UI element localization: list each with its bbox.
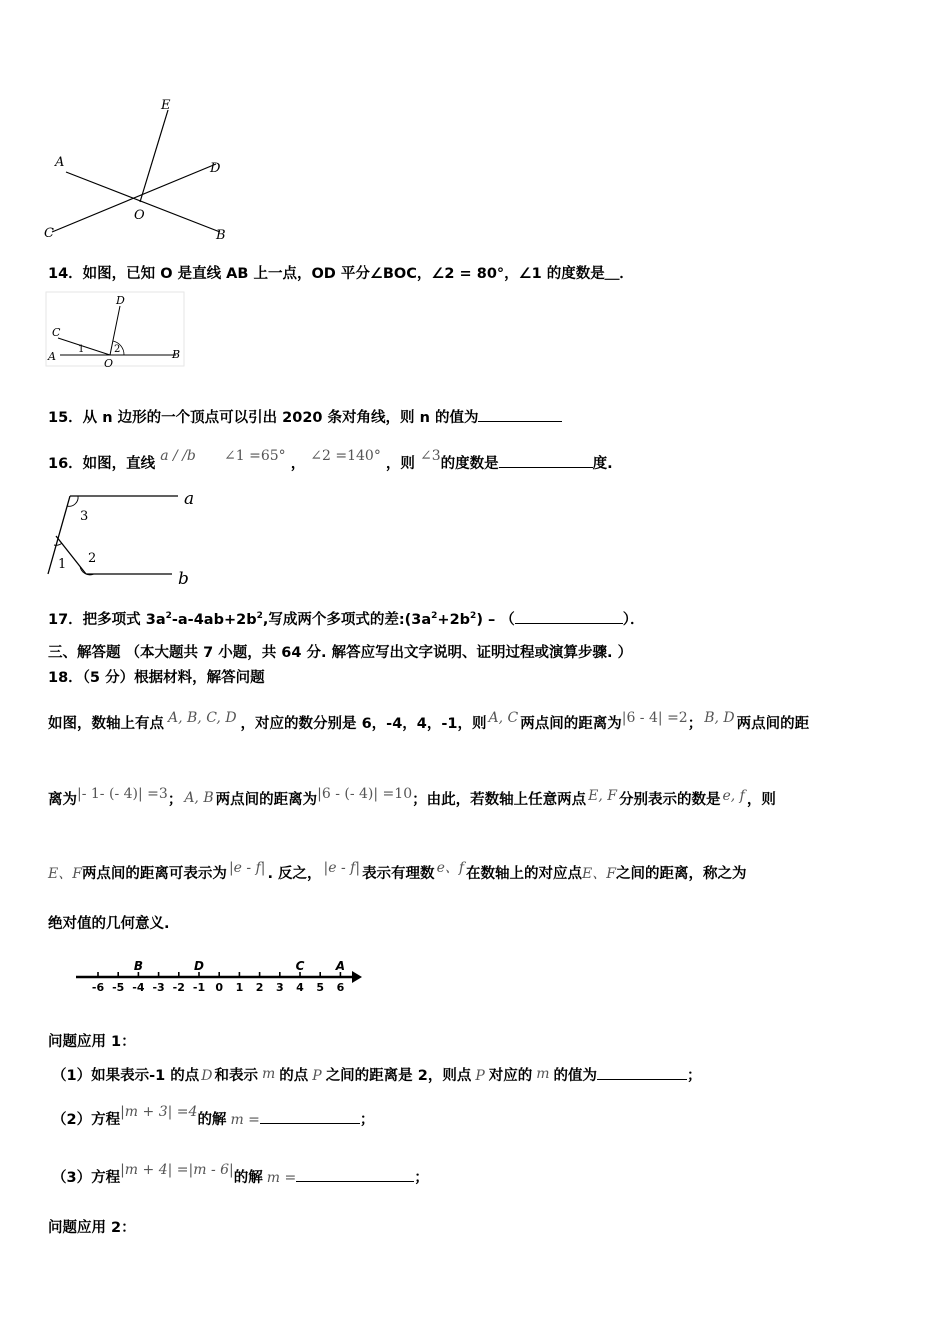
s1-m1: m [261,1066,276,1082]
q18-para-line-4 [48,912,170,933]
label-angle-2: 2 [114,344,121,355]
label-angle-1: 1 [58,557,67,572]
label-c: C [44,226,54,241]
number-line-tick-label: 2 [255,981,264,994]
label-b: B [216,228,226,243]
q17-part-b: -a-4ab+2b [171,612,257,628]
label-o: O [134,208,145,223]
s2-b: 的解 [197,1112,227,1128]
p1-points: A, B, C, D [168,710,237,726]
q16-answer-blank[interactable] [499,453,593,468]
p3-formula-2: |e - f| [323,860,361,876]
p3-d: 表示有理数 [362,866,435,882]
number-line-tick-label: -3 [152,981,165,994]
p3-c: . 反之， [267,866,322,882]
section-3-text: 三、解答题 （本大题共 7 小题，共 64 分. 解答应写出文字说明、证明过程或演算步骤. ） [48,645,633,661]
question-14 [48,262,634,283]
label-angle-3: 3 [80,509,89,524]
q18-para-line-2 [48,788,776,809]
p3-e: 在数轴上的对应点 [466,866,583,882]
q17-sup-3: 2 [431,611,438,622]
p2-formula-1: |- 1- (- 4)| =3 [77,786,168,802]
number-line-tick-label: 3 [275,981,284,994]
number-line-tick-label: -4 [132,981,145,994]
number-line-tick-label: 6 [336,981,345,994]
number-line-tick-label: 5 [316,981,325,994]
number-line-tick-label: 1 [235,981,244,994]
p4-text: 绝对值的几何意义. [48,916,170,932]
app1-item-3 [52,1162,429,1187]
p1-d: ； [687,716,703,732]
number-line-tick-label: -2 [172,981,185,994]
label-d: D [210,161,221,176]
app1-item-2 [52,1104,375,1129]
question-17 [48,608,645,629]
label-c: C [52,326,61,339]
p1-b: ，对应的数分别是 6，-4，4，-1，则 [240,716,487,732]
label-d: D [116,294,125,307]
s1-d-text: 之间的距离是 2，则点 [325,1068,472,1084]
label-a: A [48,350,56,363]
q16-unit: 度. [592,456,613,472]
s1-answer-blank[interactable] [597,1065,687,1080]
p1-ac: A, C [488,710,519,726]
s3-b: 的解 [233,1170,263,1186]
label-o: O [104,357,114,370]
label-angle-1: 1 [78,344,85,355]
app1-title [48,1030,136,1051]
line-ab [66,172,220,232]
s1-d: D [201,1068,213,1084]
q17-part-a: 17．把多项式 3a [48,612,166,628]
s1-e: 对应的 [488,1068,533,1084]
p1-formula: |6 - 4| =2 [621,710,688,726]
s3-equation: |m + 4| =|m - 6| [120,1162,234,1178]
p1-bd: B, D [704,710,735,726]
q16-then: ，则 [385,456,415,472]
angle-arc-1 [54,543,62,545]
s2-a: （2）方程 [52,1112,121,1128]
s1-a: （1）如果表示-1 的点 [52,1068,200,1084]
q16-parallel: a / /b [160,448,196,464]
q17-sup-1: 2 [165,611,172,622]
p3-b: 两点间的距离可表示为 [81,866,227,882]
s1-p2: P [475,1068,485,1084]
q17-part-d: +2b [437,612,471,628]
label-a: a [184,489,195,509]
number-line-point-d: D [194,959,204,973]
question-15 [48,406,562,427]
s1-b: 和表示 [214,1068,258,1084]
number-line-point-c: C [295,959,305,973]
q17-sup-2: 2 [256,611,263,622]
p1-a: 如图，数轴上有点 [48,716,164,732]
q15-text: 15．从 n 边形的一个顶点可以引出 2020 条对角线，则 n 的值为 [48,410,479,426]
p3-f: 之间的距离，称之为 [615,866,747,882]
q16-angle2: ∠2 =140° [310,448,381,464]
app1-title-text: 问题应用 1： [48,1034,136,1050]
question-18-title [48,666,265,687]
q17-part-e: ) – （ [476,612,515,628]
number-line-tick-label: 0 [215,981,224,994]
s1-p1: P [312,1068,322,1084]
p2-ef-lower: e, f [722,788,745,804]
s2-c: ； [359,1112,375,1128]
q14-text: 14．如图，已知 O 是直线 AB 上一点，OD 平分∠BOC，∠2 = 80°，∠1 的度数是＿． [48,266,634,282]
p2-d: ；由此，若数轴上任意两点 [412,792,587,808]
s2-equation: |m + 3| =4 [120,1104,198,1120]
p2-formula-2: |6 - (- 4)| =10 [317,786,413,802]
number-line-tick-label: 4 [296,981,304,994]
q18-para-line-3 [48,862,746,883]
number-line-tick-label: -6 [91,981,105,994]
app2-title [48,1216,136,1237]
q18-title-text: 18．（5 分）根据材料，解答问题 [48,670,265,686]
p2-c: 两点间的距离为 [215,792,318,808]
question-16 [48,448,613,473]
p2-e: 分别表示的数是 [618,792,721,808]
q17-sup-4: 2 [470,611,477,622]
number-line-point-a: A [335,959,346,973]
section-3-heading [48,641,632,662]
s3-a: （3）方程 [52,1170,121,1186]
s2-m: m = [230,1112,260,1128]
q17-answer-blank[interactable] [515,609,623,624]
s1-g: ； [687,1068,702,1084]
p1-e: 两点间的距 [736,716,810,732]
figure-q16 [40,482,210,592]
p2-b: ； [167,792,183,808]
q16-suffix: 的度数是 [440,456,499,472]
label-a: A [55,155,65,170]
label-angle-2: 2 [88,551,97,566]
app2-title-text: 问题应用 2： [48,1220,136,1236]
q15-answer-blank[interactable] [478,407,562,422]
p2-f: ，则 [746,792,776,808]
q16-comma: ， [290,456,306,472]
figure-q14 [44,290,189,370]
p1-c: 两点间的距离为 [520,716,622,732]
q16-angle3: ∠3 [419,448,441,464]
p2-ef: E, F [588,788,617,804]
p3-formula-1: |e - f| [228,860,266,876]
s1-c: 的点 [279,1068,309,1084]
p2-a: 离为 [48,792,77,808]
label-e: E [161,98,171,113]
number-line-point-b: B [133,959,143,973]
s3-m: m = [266,1170,297,1186]
q17-part-f: ）． [622,612,645,628]
q16-prefix: 16．如图，直线 [48,456,156,472]
figure-q13 [30,92,250,252]
s3-c: ； [414,1170,429,1186]
number-line [70,958,370,1000]
q16-angle1: ∠1 =65° [224,448,286,464]
number-line-arrow [352,971,362,983]
number-line-tick-label: -1 [192,981,206,994]
app1-item-1 [52,1064,702,1085]
p3-ef-lower: e、f [436,860,465,876]
label-b: B [172,348,181,361]
s3-answer-blank[interactable] [296,1167,414,1182]
s1-f: 的值为 [553,1068,598,1084]
q18-para-line-1 [48,712,809,733]
s2-answer-blank[interactable] [260,1109,360,1124]
number-line-tick-label: -5 [112,981,125,994]
p3-ef: E、F [48,866,82,882]
s1-m2: m [536,1066,550,1082]
q17-part-c: ,写成两个多项式的差:(3a [262,612,432,628]
p3-ef-upper: E、F [582,866,616,882]
p2-ab: A, B [184,790,214,806]
ray-oe [140,110,168,202]
label-b: b [178,569,189,589]
